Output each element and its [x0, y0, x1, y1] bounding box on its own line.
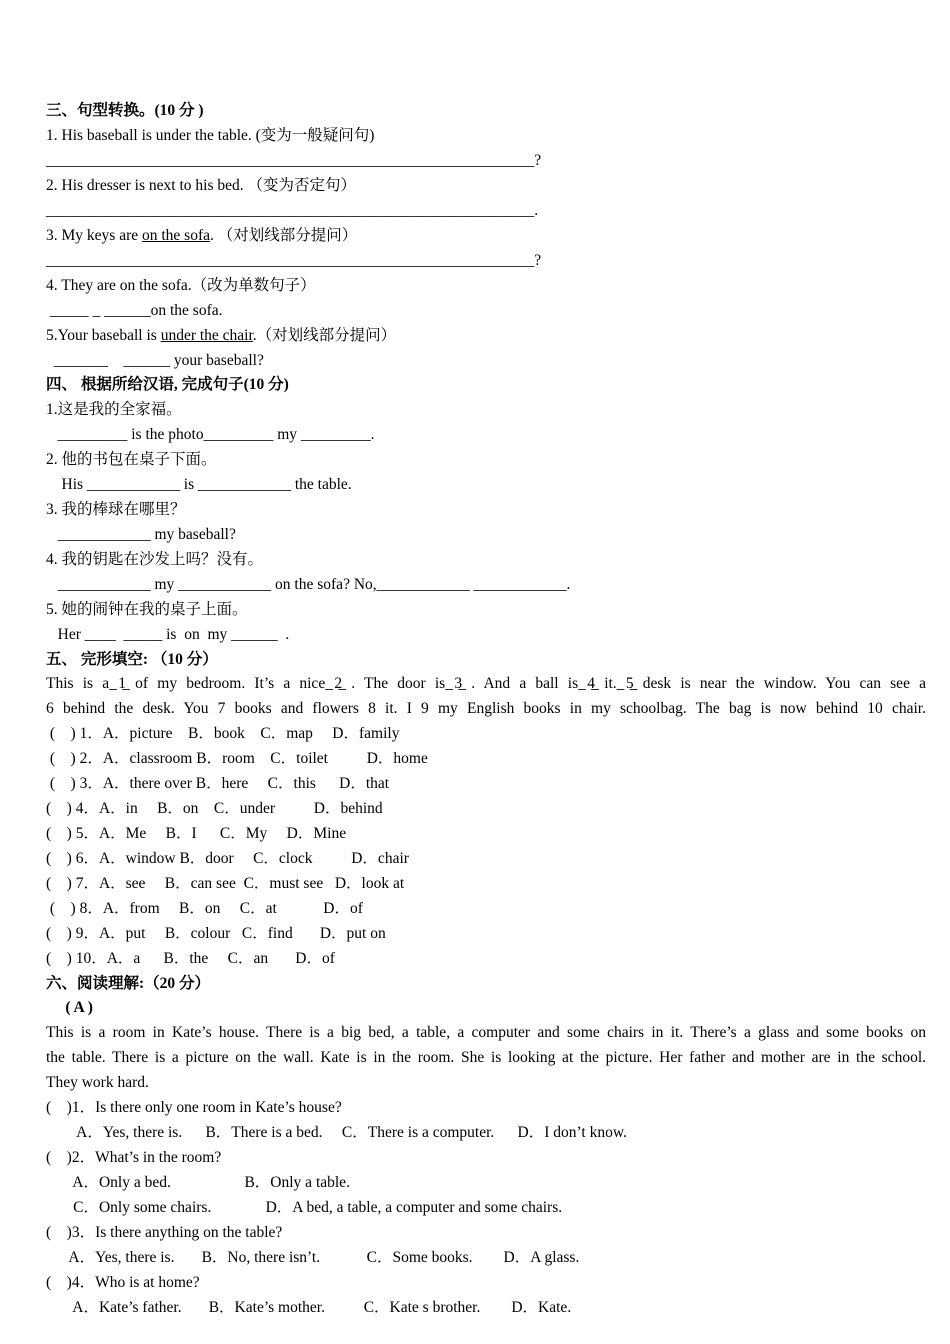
reading-question-2: ( )2．What’s in the room?: [46, 1149, 222, 1166]
answer-line-4-3: ____________ my baseball?: [46, 526, 236, 543]
cloze-option-5: ( ) 5．A．Me B．I C．My D．Mine: [46, 825, 347, 842]
answer-line-4-5: Her ____ _____ is on my ______ .: [46, 626, 290, 643]
cloze-option-10: ( ) 10．A．a B．the C．an D．of: [46, 950, 335, 967]
cloze-option-1: ( ) 1．A．picture B．book C．map D．family: [46, 725, 400, 742]
cloze-option-7: ( ) 7．A．see B．can see C．must see D．look at: [46, 875, 405, 892]
question-3-1: 1. His baseball is under the table. (变为一般疑问句): [46, 127, 375, 144]
question-4-2: 2. 他的书包在桌子下面。: [46, 451, 217, 468]
question-3-5-prefix: 5.Your baseball is: [46, 327, 161, 344]
reading-question-4: ( )4．Who is at home?: [46, 1274, 200, 1291]
answer-line-4-1: _________ is the photo_________ my _________.: [46, 426, 375, 443]
answer-line-3-5: _______ ______ your baseball?: [46, 352, 264, 369]
cloze-passage-line-1: This is a ̲1̲ of my bedroom. It’s a nice ̲2̲ . The door is ̲3̲ . And a ball is ̲4̲ it. ̲5̲ desk is near the window. You can see a: [46, 675, 926, 692]
passage-a-label: ( A ): [46, 999, 93, 1016]
question-3-2: 2. His dresser is next to his bed. （变为否定句）: [46, 177, 356, 194]
answer-line-3-2: _______________________________________________________________.: [46, 202, 539, 219]
question-3-5-suffix: .（对划线部分提问）: [252, 327, 397, 344]
cloze-option-4: ( ) 4．A．in B．on C．under D．behind: [46, 800, 383, 817]
question-3-5-underlined: under the chair: [160, 327, 253, 344]
question-3-5: [46, 326, 396, 346]
answer-line-3-1: _______________________________________________________________?: [46, 152, 542, 169]
cloze-option-9: ( ) 9．A．put B．colour C．find D．put on: [46, 925, 386, 942]
cloze-option-8: ( ) 8．A．from B．on C．at D．of: [46, 900, 363, 917]
cloze-option-3: ( ) 3．A．there over B．here C．this D．that: [46, 775, 390, 792]
question-4-5: 5. 她的闹钟在我的桌子上面。: [46, 601, 248, 618]
answer-line-4-4: ____________ my ____________ on the sofa? No,____________ ____________.: [46, 576, 571, 593]
reading-passage-line-1: This is a room in Kate’s house. There is a big bed, a table, a computer and some chairs in it. There’s a glass and some books on: [46, 1024, 926, 1041]
question-3-3: [46, 226, 357, 246]
reading-options-3: A．Yes, there is. B．No, there isn’t. C．Some books. D．A glass.: [46, 1249, 580, 1266]
section-4-heading: 四、 根据所给汉语, 完成句子(10 分): [46, 376, 289, 393]
reading-options-1: A．Yes, there is. B．There is a bed. C．There is a computer. D．I don’t know.: [46, 1124, 627, 1141]
question-3-3-underlined: on the sofa: [142, 227, 211, 244]
reading-passage-line-3: They work hard.: [46, 1074, 149, 1091]
question-3-4: 4. They are on the sofa.（改为单数句子）: [46, 277, 316, 294]
question-4-1: 1.这是我的全家福。: [46, 401, 182, 418]
cloze-passage-line-2: 6 behind the desk. You 7 books and flowers 8 it. I 9 my English books in my schoolbag. The bag is now behind 10 chair.: [46, 700, 926, 717]
reading-question-1: ( )1．Is there only one room in Kate’s house?: [46, 1099, 342, 1116]
reading-options-2a: A．Only a bed. B．Only a table.: [46, 1174, 350, 1191]
answer-line-3-4: _____ _ ______on the sofa.: [46, 302, 223, 319]
answer-line-4-2: His ____________ is ____________ the table.: [46, 476, 352, 493]
reading-passage-line-2: the table. There is a picture on the wall. Kate is in the room. She is looking at the picture. Her father and mother are in the school.: [46, 1049, 926, 1066]
question-3-3-suffix: . （对划线部分提问）: [210, 227, 358, 244]
section-3-heading: 三、句型转换。(10 分 ): [46, 102, 204, 119]
answer-line-3-3: _______________________________________________________________?: [46, 252, 542, 269]
section-6-heading: 六、阅读理解:（20 分）: [46, 975, 211, 992]
reading-question-3: ( )3．Is there anything on the table?: [46, 1224, 283, 1241]
reading-options-4: A．Kate’s father. B．Kate’s mother. C．Kate s brother. D．Kate.: [46, 1299, 572, 1316]
section-5-heading: 五、 完形填空: （10 分）: [46, 651, 218, 668]
cloze-option-6: ( ) 6．A．window B．door C．clock D．chair: [46, 850, 409, 867]
reading-options-2b: C．Only some chairs. D．A bed, a table, a computer and some chairs.: [46, 1199, 563, 1216]
question-4-3: 3. 我的棒球在哪里？: [46, 501, 186, 518]
cloze-option-2: ( ) 2．A．classroom B．room C．toilet D．home: [46, 750, 428, 767]
question-3-3-prefix: 3. My keys are: [46, 227, 142, 244]
question-4-4: 4. 我的钥匙在沙发上吗？没有。: [46, 551, 264, 568]
